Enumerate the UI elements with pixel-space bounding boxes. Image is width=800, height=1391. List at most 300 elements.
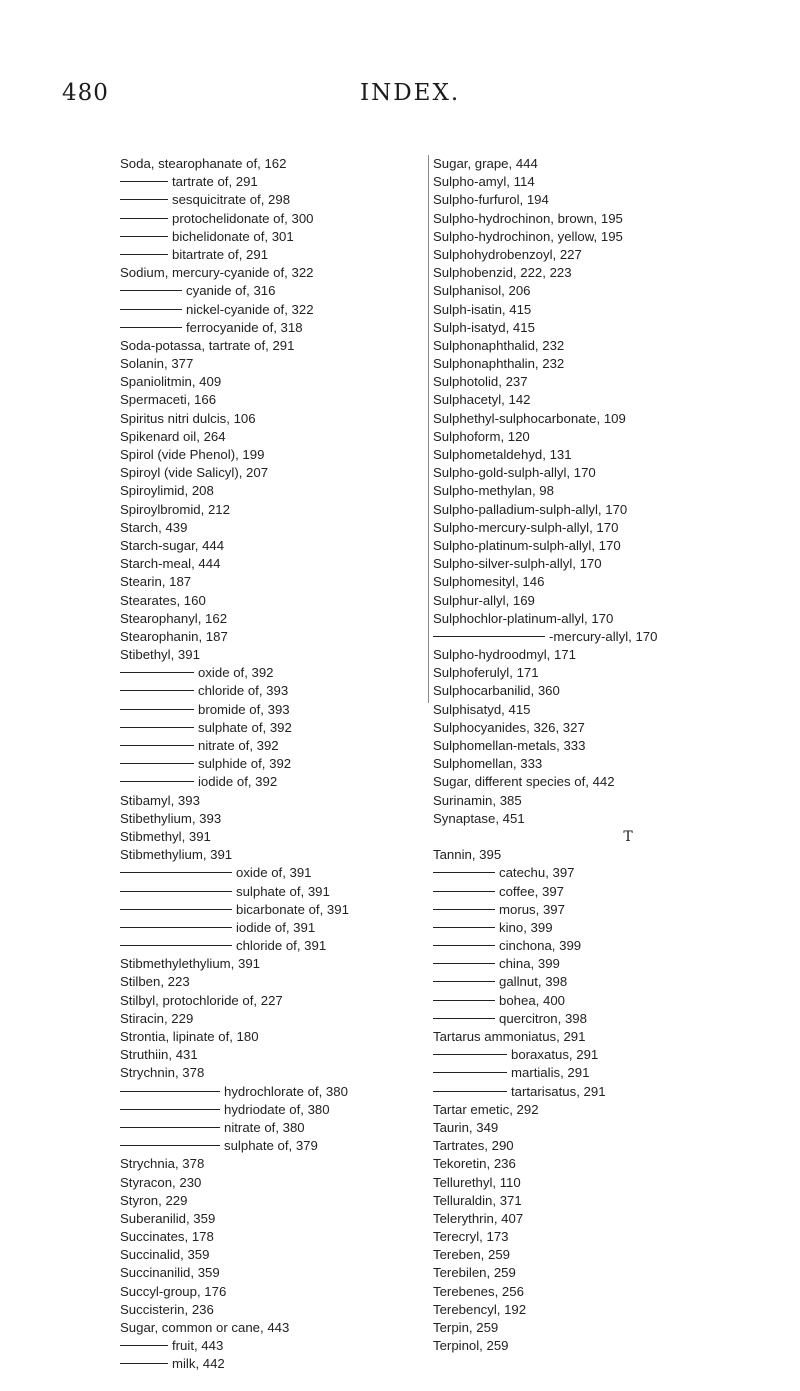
index-entry [433, 773, 763, 791]
index-entry [433, 1337, 763, 1355]
ditto-dash [120, 1109, 220, 1110]
entry-text: Suberanilid, 359 [120, 1210, 216, 1226]
index-entry [120, 337, 450, 355]
index-subentry [433, 992, 763, 1010]
entry-text: nitrate of, 392 [198, 738, 279, 753]
entry-text: Solanin, 377 [120, 356, 194, 372]
ditto-dash [433, 945, 495, 946]
entry-text: bichelidonate of, 301 [172, 228, 294, 244]
index-entry [120, 1028, 450, 1046]
index-column-left [120, 155, 450, 1374]
entry-text: Sulphotolid, 237 [433, 374, 528, 390]
entry-text: Tartarus ammoniatus, 291 [433, 1029, 586, 1044]
ditto-dash [120, 290, 182, 291]
entry-text: Sulphomellan, 333 [433, 756, 543, 772]
entry-text: boraxatus, 291 [511, 1047, 599, 1063]
entry-text: Stibethyl, 391 [120, 647, 200, 663]
index-entry [433, 573, 763, 591]
index-subentry [120, 246, 450, 264]
index-entry [120, 391, 450, 409]
index-subentry [120, 301, 450, 319]
index-subentry [120, 1355, 450, 1373]
ditto-dash [433, 927, 495, 928]
index-entry [120, 1301, 450, 1319]
entry-text: Sulph-isatin, 415 [433, 301, 532, 317]
entry-text: Spiritus nitri dulcis, 106 [120, 410, 256, 426]
ditto-dash [120, 254, 168, 255]
index-entry [433, 228, 763, 246]
entry-text: Sulphohydrobenzoyl, 227 [433, 246, 582, 262]
entry-text: Tannin, 395 [433, 847, 502, 863]
index-entry [120, 646, 450, 664]
ditto-dash [120, 1091, 220, 1092]
index-entry [120, 792, 450, 810]
index-subentry [433, 937, 763, 955]
index-subentry [120, 719, 450, 737]
entry-text: Terpin, 259 [433, 1320, 499, 1335]
entry-text: oxide of, 392 [198, 665, 274, 681]
entry-text: Stiracin, 229 [120, 1010, 194, 1026]
ditto-dash [120, 727, 194, 728]
ditto-dash [120, 745, 194, 746]
entry-text: Terpinol, 259 [433, 1338, 509, 1354]
entry-text: Styron, 229 [120, 1192, 188, 1208]
index-subentry [120, 319, 450, 337]
entry-text: Strontia, lipinate of, 180 [120, 1029, 259, 1044]
index-entry [433, 464, 763, 482]
index-entry [433, 155, 763, 173]
entry-text: Struthiin, 431 [120, 1047, 198, 1063]
entry-text: gallnut, 398 [499, 974, 568, 990]
entry-text: china, 399 [499, 956, 560, 972]
index-subentry [433, 864, 763, 882]
entry-text: coffee, 397 [499, 883, 565, 899]
entry-text: Sulphobenzid, 222, 223 [433, 265, 572, 281]
ditto-dash [120, 218, 168, 219]
index-subentry [120, 173, 450, 191]
entry-text: Telerythrin, 407 [433, 1210, 524, 1226]
ditto-dash [120, 1145, 220, 1146]
entry-text: Sulphometaldehyd, 131 [433, 447, 572, 462]
index-entry [120, 973, 450, 991]
entry-text: Succisterin, 236 [120, 1301, 214, 1317]
entry-text: Tekoretin, 236 [433, 1156, 516, 1172]
index-entry [433, 646, 763, 664]
entry-text: cyanide of, 316 [186, 283, 276, 299]
index-entry [433, 1192, 763, 1210]
index-entry [120, 828, 450, 846]
entry-text: Stibmethyl, 391 [120, 828, 211, 844]
ditto-dash [433, 909, 495, 910]
entry-text: bitartrate of, 291 [172, 246, 269, 262]
entry-text: sulphate of, 391 [236, 883, 330, 899]
entry-text: Sulpho-furfurol, 194 [433, 192, 549, 208]
ditto-dash [433, 963, 495, 964]
entry-text: Sulpho-platinum-sulph-allyl, 170 [433, 537, 621, 553]
entry-text: Sulpho-amyl, 114 [433, 174, 535, 190]
entry-text: Sulphomellan-metals, 333 [433, 738, 586, 753]
index-subentry [433, 628, 763, 646]
ditto-dash [120, 1363, 168, 1364]
entry-text: ferrocyanide of, 318 [186, 319, 303, 335]
entry-text: Sulpho-palladium-sulph-allyl, 170 [433, 501, 628, 517]
index-entry [120, 555, 450, 573]
index-entry [433, 355, 763, 373]
entry-text: Starch-sugar, 444 [120, 537, 225, 553]
entry-text: Spiroyl (vide Salicyl), 207 [120, 465, 269, 481]
entry-text: iodide of, 391 [236, 919, 316, 935]
entry-text: Sulphoform, 120 [433, 428, 530, 444]
entry-text: Tellurethyl, 110 [433, 1174, 521, 1190]
entry-text: hydriodate of, 380 [224, 1101, 330, 1117]
entry-text: quercitron, 398 [499, 1010, 587, 1026]
entry-text: Stibamyl, 393 [120, 792, 200, 808]
index-entry [433, 792, 763, 810]
page-header [0, 80, 800, 120]
entry-text: Sulphacetyl, 142 [433, 392, 531, 408]
index-subentry [120, 864, 450, 882]
index-entry [120, 446, 450, 464]
entry-text: Strychnia, 378 [120, 1156, 205, 1172]
entry-text: Sulpho-methylan, 98 [433, 483, 554, 499]
index-subentry [120, 1119, 450, 1137]
entry-text: chloride of, 391 [236, 938, 327, 954]
ditto-dash [120, 309, 182, 310]
index-entry [433, 755, 763, 773]
index-subentry [120, 1137, 450, 1155]
index-entry [433, 501, 763, 519]
entry-text: Sulphocyanides, 326, 327 [433, 719, 585, 735]
index-entry [120, 1192, 450, 1210]
index-entry [433, 1228, 763, 1246]
entry-text: milk, 442 [172, 1356, 225, 1372]
index-subentry [120, 210, 450, 228]
index-entry [120, 482, 450, 500]
index-entry [120, 464, 450, 482]
index-entry [120, 1228, 450, 1246]
entry-text: bohea, 400 [499, 992, 566, 1008]
index-entry [120, 592, 450, 610]
entry-text: Stearophanin, 187 [120, 628, 228, 644]
entry-text: Starch-meal, 444 [120, 556, 221, 572]
index-subentry [120, 937, 450, 955]
entry-text: Sulphomesityl, 146 [433, 574, 545, 590]
index-entry [433, 1319, 763, 1337]
index-entry [120, 1246, 450, 1264]
entry-text: Tartrates, 290 [433, 1138, 514, 1154]
entry-text: Tereben, 259 [433, 1247, 510, 1263]
entry-text: Sulphisatyd, 415 [433, 701, 531, 717]
entry-text: morus, 397 [499, 901, 565, 917]
index-entry [433, 1283, 763, 1301]
index-subentry [120, 282, 450, 300]
index-entry [120, 373, 450, 391]
index-entry [120, 846, 450, 864]
index-subentry [433, 883, 763, 901]
entry-text: Sulpho-hydroodmyl, 171 [433, 647, 576, 663]
index-entry [120, 573, 450, 591]
ditto-dash [433, 1000, 495, 1001]
index-entry [120, 610, 450, 628]
ditto-dash [120, 763, 194, 764]
index-subentry [433, 901, 763, 919]
index-subentry [120, 1083, 450, 1101]
entry-text: nitrate of, 380 [224, 1119, 305, 1135]
index-subentry [120, 737, 450, 755]
index-subentry [120, 701, 450, 719]
index-entry [120, 955, 450, 973]
entry-text: Sulphanisol, 206 [433, 283, 531, 299]
index-entry [433, 719, 763, 737]
entry-text: Spirol (vide Phenol), 199 [120, 447, 265, 462]
index-entry [120, 1319, 450, 1337]
entry-text: Stibethylium, 393 [120, 810, 222, 826]
index-column-right [428, 155, 763, 1354]
entry-text: oxide of, 391 [236, 865, 312, 881]
entry-text: sulphide of, 392 [198, 756, 292, 772]
entry-text: Terecryl, 173 [433, 1229, 509, 1245]
index-entry [120, 992, 450, 1010]
index-subentry [433, 1010, 763, 1028]
entry-text: cinchona, 399 [499, 938, 582, 954]
index-entry [433, 682, 763, 700]
index-entry [433, 1028, 763, 1046]
index-entry [120, 1064, 450, 1082]
entry-text: Spiroylbromid, 212 [120, 501, 230, 517]
index-subentry [120, 682, 450, 700]
index-entry [433, 610, 763, 628]
entry-text: Telluraldin, 371 [433, 1192, 522, 1208]
entry-text: Sugar, grape, 444 [433, 156, 538, 171]
entry-text: Succinates, 178 [120, 1229, 214, 1245]
index-entry [433, 1155, 763, 1173]
index-entry [120, 810, 450, 828]
entry-text: kino, 399 [499, 919, 553, 935]
index-subentry [120, 664, 450, 682]
ditto-dash [120, 199, 168, 200]
entry-text: Sulphethyl-sulphocarbonate, 109 [433, 410, 626, 426]
index-entry [433, 592, 763, 610]
ditto-dash [120, 1345, 168, 1346]
entry-text: fruit, 443 [172, 1338, 224, 1354]
entry-text: sesquicitrate of, 298 [172, 192, 291, 208]
index-entry [433, 191, 763, 209]
ditto-dash [120, 945, 232, 946]
index-section-t [433, 846, 763, 1355]
index-entry [120, 155, 450, 173]
index-subentry [120, 773, 450, 791]
entry-text: Strychnin, 378 [120, 1065, 205, 1081]
index-entry [433, 391, 763, 409]
index-entry [433, 319, 763, 337]
index-entry [433, 1174, 763, 1192]
index-entry [120, 355, 450, 373]
entry-text: Sulpho-hydrochinon, yellow, 195 [433, 228, 623, 244]
entry-text: Spaniolitmin, 409 [120, 374, 222, 390]
index-entry [433, 1264, 763, 1282]
index-entry [433, 664, 763, 682]
entry-text: Sulphonaphthalid, 232 [433, 337, 565, 353]
entry-text: Terebencyl, 192 [433, 1301, 527, 1317]
entry-text: chloride of, 393 [198, 683, 289, 699]
ditto-dash [433, 872, 495, 873]
entry-text: Terebilen, 259 [433, 1265, 516, 1281]
ditto-dash [120, 872, 232, 873]
ditto-dash [120, 781, 194, 782]
ditto-dash [433, 1054, 507, 1055]
entry-text: catechu, 397 [499, 865, 575, 881]
index-entry [120, 264, 450, 282]
entry-text: iodide of, 392 [198, 774, 278, 790]
ditto-dash [120, 327, 182, 328]
ditto-dash [120, 709, 194, 710]
index-entry [433, 810, 763, 828]
index-subentry [120, 919, 450, 937]
entry-text: Surinamin, 385 [433, 792, 522, 808]
index-entry [433, 482, 763, 500]
entry-text: Starch, 439 [120, 519, 188, 535]
entry-text: sulphate of, 379 [224, 1138, 318, 1154]
index-entry [433, 246, 763, 264]
index-entry [120, 1283, 450, 1301]
index-entry [120, 1174, 450, 1192]
entry-text: Taurin, 349 [433, 1119, 499, 1135]
ditto-dash [433, 1072, 507, 1073]
entry-text: -mercury-allyl, 170 [549, 628, 658, 644]
index-subentry [433, 1064, 763, 1082]
index-entry [120, 428, 450, 446]
index-entry [433, 737, 763, 755]
entry-text: Soda, stearophanate of, 162 [120, 156, 287, 171]
index-entry [120, 1046, 450, 1064]
entry-text: protochelidonate of, 300 [172, 210, 314, 226]
entry-text: Succinanilid, 359 [120, 1265, 220, 1281]
index-entry [433, 1137, 763, 1155]
index-entry [120, 519, 450, 537]
entry-text: nickel-cyanide of, 322 [186, 301, 314, 317]
entry-text: Styracon, 230 [120, 1174, 202, 1190]
entry-text: Sugar, different species of, 442 [433, 774, 615, 790]
index-subentry [433, 919, 763, 937]
entry-text: Terebenes, 256 [433, 1283, 524, 1299]
index-entry [433, 1119, 763, 1137]
index-entry [433, 555, 763, 573]
index-entry [120, 628, 450, 646]
index-subentry [120, 191, 450, 209]
ditto-dash [120, 672, 194, 673]
entry-text: tartarisatus, 291 [511, 1083, 606, 1099]
index-entry [120, 1010, 450, 1028]
index-entry [433, 428, 763, 446]
entry-text: Stilbyl, protochloride of, 227 [120, 992, 283, 1008]
entry-text: Sulpho-hydrochinon, brown, 195 [433, 210, 623, 226]
ditto-dash [120, 1127, 220, 1128]
index-entry [433, 446, 763, 464]
entry-text: Sulphonaphthalin, 232 [433, 356, 565, 372]
entry-text: Stilben, 223 [120, 974, 190, 990]
page-number: 480 [62, 80, 109, 106]
entry-text: bicarbonate of, 391 [236, 901, 349, 917]
entry-text: Sulpho-gold-sulph-allyl, 170 [433, 465, 596, 481]
entry-text: Sugar, common or cane, 443 [120, 1320, 290, 1335]
entry-text: Sulphur-allyl, 169 [433, 592, 535, 608]
ditto-dash [433, 636, 545, 637]
entry-text: Sulpho-mercury-sulph-allyl, 170 [433, 519, 619, 535]
index-entry [433, 301, 763, 319]
entry-text: Stearophanyl, 162 [120, 610, 228, 626]
index-subentry [433, 1046, 763, 1064]
index-entry [433, 1210, 763, 1228]
entry-text: Sodium, mercury-cyanide of, 322 [120, 265, 314, 281]
index-entry [120, 1264, 450, 1282]
entry-text: Stearin, 187 [120, 574, 192, 590]
ditto-dash [433, 891, 495, 892]
index-entry [120, 537, 450, 555]
entry-text: Soda-potassa, tartrate of, 291 [120, 337, 295, 353]
index-subentry [433, 1083, 763, 1101]
entry-text: Tartar emetic, 292 [433, 1101, 539, 1117]
index-entry [120, 1155, 450, 1173]
entry-text: Stibmethylium, 391 [120, 847, 233, 863]
ditto-dash [120, 927, 232, 928]
entry-text: bromide of, 393 [198, 701, 290, 717]
entry-text: martialis, 291 [511, 1065, 590, 1081]
ditto-dash [120, 181, 168, 182]
index-entry [120, 410, 450, 428]
entry-text: Spikenard oil, 264 [120, 428, 226, 444]
index-entry [433, 337, 763, 355]
entry-text: Synaptase, 451 [433, 810, 525, 826]
index-entry [433, 519, 763, 537]
index-subentry [120, 1337, 450, 1355]
ditto-dash [120, 690, 194, 691]
entry-text: Succinalid, 359 [120, 1247, 210, 1263]
entry-text: sulphate of, 392 [198, 719, 292, 735]
ditto-dash [433, 1091, 507, 1092]
index-entry [120, 1210, 450, 1228]
ditto-dash [120, 891, 232, 892]
entry-text: hydrochlorate of, 380 [224, 1083, 348, 1099]
index-subentry [120, 755, 450, 773]
index-entry [120, 501, 450, 519]
entry-text: tartrate of, 291 [172, 174, 258, 190]
entry-text: Spermaceti, 166 [120, 392, 217, 408]
ditto-dash [433, 981, 495, 982]
entry-text: Succyl-group, 176 [120, 1283, 227, 1299]
index-subentry [120, 1101, 450, 1119]
entry-text: Spiroylimid, 208 [120, 483, 214, 499]
index-entry [433, 173, 763, 191]
ditto-dash [433, 1018, 495, 1019]
index-entry [433, 701, 763, 719]
entry-text: Stearates, 160 [120, 592, 206, 608]
index-entry [433, 282, 763, 300]
index-entry [433, 210, 763, 228]
entry-text: Stibmethylethylium, 391 [120, 956, 261, 972]
index-subentry [433, 973, 763, 991]
index-entry [433, 537, 763, 555]
index-entry [433, 410, 763, 428]
index-section-s [433, 155, 763, 828]
index-entry [433, 846, 763, 864]
entry-text: Sulph-isatyd, 415 [433, 319, 535, 335]
ditto-dash [120, 236, 168, 237]
entry-text: Sulphoferulyl, 171 [433, 665, 539, 681]
index-subentry [120, 228, 450, 246]
index-subentry [433, 955, 763, 973]
index-entry [433, 373, 763, 391]
running-title: INDEX. [360, 80, 461, 106]
